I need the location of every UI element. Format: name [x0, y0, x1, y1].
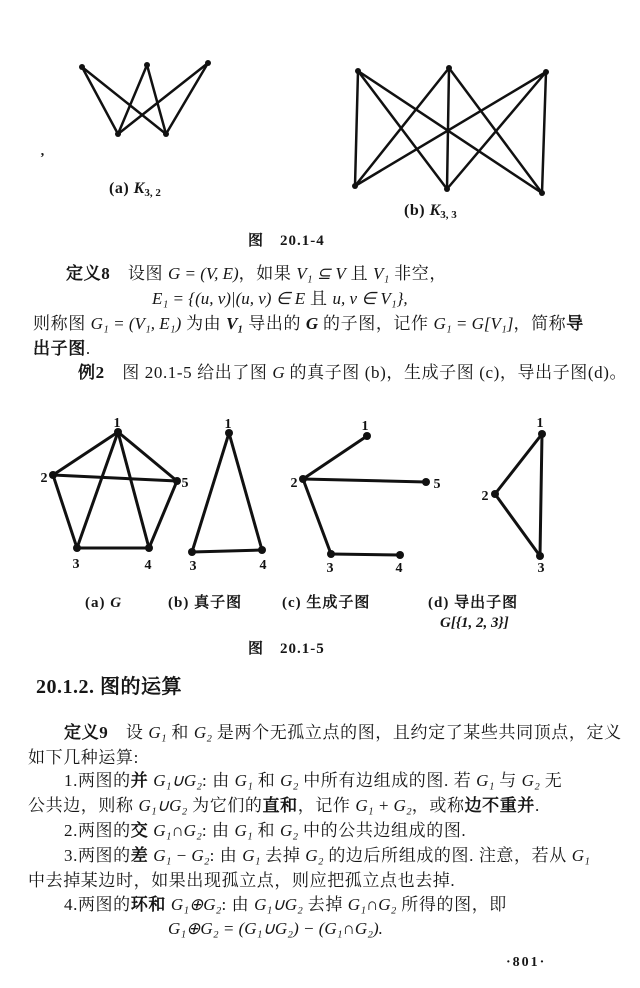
graph-vertex-label: 5 [181, 476, 189, 491]
fig5-caption-d-set: G[{1, 2, 3}] [440, 615, 509, 631]
definition9-line1: 定义9 设 G₁ 和 G₂ 是两个无孤立点的图，且约定了某些共同顶点，定义 [64, 723, 622, 742]
graph-edge [495, 434, 542, 494]
operation3-line2: 中去掉某边时，如果出现孤立点，则应把孤立点也去掉. [28, 871, 456, 890]
stray-mark: ’ [40, 151, 46, 166]
graph-edge [77, 432, 118, 548]
graph-edge [542, 72, 546, 193]
section-heading: 20.1.2. 图的运算 [36, 676, 182, 698]
graph-vertex [173, 477, 181, 485]
graph-edge [229, 433, 262, 550]
graph-spanning-subgraph [291, 419, 441, 576]
graph-edge [82, 67, 118, 134]
graph-k33 [352, 65, 549, 196]
fig4-label-a: (a) $K_{3, 2}$ [109, 180, 161, 199]
graph-vertex-label: 1 [113, 416, 121, 431]
graph-edge [303, 479, 331, 554]
graph-vertex-label: 2 [40, 471, 48, 486]
graph-vertex-label: 2 [290, 476, 298, 491]
graph-vertex [422, 478, 430, 486]
graph-edge [331, 554, 400, 555]
operation1-line1: 1.两图的并 G₁∪G₂: 由 G₁ 和 G₂ 中所有边组成的图. 若 G₁ 与 G₂ 无 [64, 771, 563, 790]
graph-edge [192, 433, 229, 552]
graph-edge [118, 432, 149, 548]
graph-vertex [79, 64, 85, 70]
graph-vertex [536, 552, 544, 560]
graph-vertex-label: 1 [224, 417, 232, 432]
graph-edge [447, 68, 449, 189]
graph-vertex-label: 5 [433, 477, 441, 492]
fig4-caption: 图 20.1-4 [248, 233, 325, 249]
graph-edge [149, 481, 177, 548]
graph-vertex [396, 551, 404, 559]
graph-edge [53, 475, 177, 481]
graph-edge [82, 67, 166, 134]
graph-vertex [539, 190, 545, 196]
graph-edge [303, 479, 426, 482]
graph-proper-subgraph [188, 417, 267, 574]
definition8-line3: 则称图 G₁ = (V₁, E₁) 为由 V₁ 导出的 G 的子图，记作 G₁ = G[V₁]，简称导 [33, 314, 584, 333]
graph-edge [358, 71, 542, 193]
graph-vertex [538, 430, 546, 438]
graph-edge [53, 432, 118, 475]
graph-vertex [188, 548, 196, 556]
graph-k32 [79, 60, 211, 137]
graph-vertex-label: 4 [395, 561, 403, 576]
graph-vertex [444, 186, 450, 192]
graph-vertex [352, 183, 358, 189]
definition8-line1: 定义8 设图 G = (V, E)，如果 V₁ ⊆ V 且 V₁ 非空， [66, 264, 447, 283]
graph-vertex-label: 3 [326, 561, 334, 576]
fig5-caption-d: (d) 导出子图 [428, 595, 519, 611]
operation1-line2: 公共边，则称 G₁∪G₂ 为它们的直和，记作 G₁ + G₂，或称边不重并. [28, 796, 540, 815]
operation4-formula: G₁⊕G₂ = (G₁∪G₂) − (G₁∩G₂). [168, 919, 383, 938]
fig5-caption: 图 20.1-5 [248, 641, 325, 657]
graph-vertex [446, 65, 452, 71]
graph-edge [495, 494, 540, 556]
operation4-line1: 4.两图的环和 G₁⊕G₂: 由 G₁∪G₂ 去掉 G₁∩G₂ 所得的图，即 [64, 895, 507, 914]
graph-edge [166, 63, 208, 134]
definition9-line2: 如下几种运算: [28, 748, 139, 767]
graph-vertex-label: 2 [481, 489, 489, 504]
operation3-line1: 3.两图的差 G₁ − G₂: 由 G₁ 去掉 G₂ 的边后所组成的图. 注意，若从 G₁ [64, 846, 590, 865]
graph-vertex [258, 546, 266, 554]
definition8-formula: E₁ = {(u, v)|(u, v) ∈ E 且 u, v ∈ V₁}, [152, 289, 408, 308]
graph-vertex-label: 3 [189, 559, 197, 574]
graph-vertex [73, 544, 81, 552]
graph-graph-g [41, 416, 189, 573]
example2-line: 例2 图 20.1-5 给出了图 G 的真子图 (b)，生成子图 (c)，导出子图(d)。 [78, 363, 628, 382]
graph-edge [540, 434, 542, 556]
graph-edge [192, 550, 262, 552]
graph-edge [447, 72, 546, 189]
graph-vertex [205, 60, 211, 66]
graph-vertex [163, 131, 169, 137]
graph-vertex [299, 475, 307, 483]
operation2-line1: 2.两图的交 G₁∩G₂: 由 G₁ 和 G₂ 中的公共边组成的图. [64, 821, 467, 840]
graph-edge [53, 475, 77, 548]
graph-vertex [355, 68, 361, 74]
fig5-caption-c: (c) 生成子图 [282, 595, 371, 611]
fig5-caption-a: (a) G [85, 595, 122, 611]
graph-vertex [49, 471, 57, 479]
graph-vertex-label: 1 [361, 419, 369, 434]
fig4-label-b: (b) $K_{3, 3}$ [404, 202, 457, 221]
graph-induced-subgraph [482, 416, 547, 576]
graph-vertex [145, 544, 153, 552]
graph-vertex [491, 490, 499, 498]
definition8-line4: 出子图. [33, 339, 91, 358]
fig5-caption-b: (b) 真子图 [168, 595, 243, 611]
graph-vertex-label: 4 [259, 558, 267, 573]
graph-vertex-label: 4 [144, 558, 152, 573]
graph-vertex-label: 3 [72, 557, 80, 572]
graph-vertex-label: 3 [537, 561, 545, 576]
graph-vertex [543, 69, 549, 75]
graph-vertex [327, 550, 335, 558]
graph-vertex [115, 131, 121, 137]
graph-edge [118, 432, 177, 481]
graph-vertex-label: 1 [536, 416, 544, 431]
graph-edge [355, 71, 358, 186]
graph-vertex [144, 62, 150, 68]
graph-edge [303, 436, 367, 479]
page-number: ·801· [506, 955, 547, 970]
